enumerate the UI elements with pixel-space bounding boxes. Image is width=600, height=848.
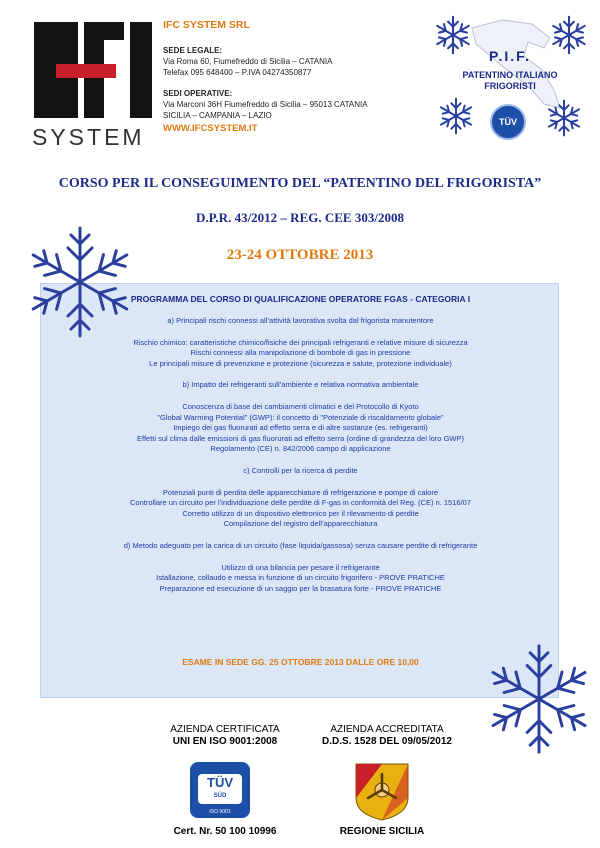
section-d-item: Istallazione, collaudo e messa in funzione di un circuito frigorifero - PROVE PRATICHE	[156, 573, 445, 583]
small-snowflake-icon	[544, 98, 584, 138]
section-b-item: Effetti sul clima dalle emissioni di gas fluorurati ad effetto serra (ordine di grandezza del loro GWP)	[137, 433, 464, 443]
tuv-iso: ISO 9001	[209, 809, 231, 815]
course-title: CORSO PER IL CONSEGUIMENTO DEL “PATENTINO DEL FRIGORISTA”	[58, 176, 542, 191]
legal-label: SEDE LEGALE:	[163, 46, 223, 55]
small-snowflake-icon	[436, 96, 476, 136]
logo-wordmark: SYSTEM	[32, 124, 145, 150]
operational-address	[163, 88, 428, 121]
ops-line-1: Via Marconi 36H Fiumefreddo di Sicilia – 95013 CATANIA	[163, 100, 368, 109]
logo-letter-f-bar	[104, 22, 124, 40]
ifc-logo	[32, 20, 152, 148]
section-d-item: Preparazione ed esecuzione di un saggio per la brasatura forte - PROVE PRATICHE	[159, 583, 442, 593]
program-heading: PROGRAMMA DEL CORSO DI QUALIFICAZIONE OPERATORE FGAS - CATEGORIA I	[130, 294, 471, 304]
company-info	[163, 20, 428, 134]
accredited-dds: D.D.S. 1528 DEL 09/05/2012	[322, 736, 452, 747]
ops-label: SEDI OPERATIVE:	[163, 89, 233, 98]
section-c-item: Controllare un circuito per l’individuazione delle perdite di F-gas in conformità del Reg. (CE) n. 1516/07	[129, 498, 471, 508]
section-a-title: a) Principali rischi connessi all’attività lavorativa svolta dal frigorista manutentore	[167, 316, 434, 325]
section-d-title: d) Metodo adeguato per la carica di un circuito (fase liquida/gassosa) senza causare perdite di refrigerante	[123, 540, 478, 550]
section-a-item: Le principali misure di prevenzione e protezione (sicurezza e salute, protezione individuale)	[149, 358, 452, 368]
accredited-block	[312, 724, 462, 748]
pif-line-1: PATENTINO ITALIANO	[462, 70, 558, 80]
section-c-item: Corretto utilizzo di un dispositivo elettronico per il rilevamento di perdite	[182, 508, 419, 518]
pif-subtitle	[432, 70, 588, 92]
tuv-text: TÜV	[207, 775, 233, 790]
tuv-badge-text	[198, 774, 242, 804]
sicily-region-shield-icon	[352, 760, 412, 822]
section-b-item: Impiego dei gas fluorurati ad effetto serra e di altre sostanze (es. refrigeranti)	[173, 423, 428, 433]
snowflake-icon	[480, 640, 598, 758]
section-b-item: Regolamento (CE) n. 842/2006 campo di applicazione	[210, 444, 391, 454]
logo-letter-c	[130, 22, 152, 118]
tuv-seal-icon: TÜV	[490, 104, 526, 140]
certified-norm: UNI EN ISO 9001:2008	[172, 736, 278, 747]
section-b-item: Conoscenza di base dei cambiamenti climatici e del Protocollo di Kyoto	[182, 401, 419, 411]
small-snowflake-icon	[548, 14, 590, 56]
program-body	[41, 316, 560, 594]
section-b-title: b) Impatto dei refrigeranti sull’ambiente e relativa normativa ambientale	[182, 380, 419, 390]
logo-red-bar	[56, 64, 116, 78]
company-name: IFC SYSTEM SRL	[163, 19, 250, 31]
certified-block	[160, 724, 290, 748]
cert-number: Cert. Nr. 50 100 10996	[173, 826, 277, 837]
region-label: REGIONE SICILIA	[339, 826, 425, 837]
pif-acronym: P.I.F.	[488, 48, 532, 64]
section-a-item: Rischi connessi alla manipolazione di bombole di gas in pressione	[190, 348, 411, 358]
section-b-item: "Global Warming Potential" (GWP): il concetto di "Potenziale di riscaldamento globale"	[157, 412, 444, 422]
legal-line-2: Telefax 095 648400 – P.IVA 04274350877	[163, 68, 312, 77]
section-c-title: c) Controlli per la ricerca di perdite	[243, 465, 358, 475]
ops-line-2: SICILIA – CAMPANIA – LAZIO	[163, 111, 272, 120]
course-dates: 23-24 OTTOBRE 2013	[226, 247, 374, 263]
section-a-item: Rischio chimico: caratteristiche chimico/fisiche dei principali refrigeranti e relative misure di sicurezza	[133, 337, 468, 347]
accredited-label: AZIENDA ACCREDITATA	[330, 724, 444, 735]
legal-address	[163, 45, 428, 78]
snowflake-icon	[20, 222, 140, 342]
program-box	[40, 283, 559, 698]
legal-line-1: Via Roma 60, Fiumefreddo di Sicilia – CATANIA	[163, 57, 333, 66]
pif-line-2: FRIGORISTI	[484, 81, 536, 91]
section-c-item: Potenziali punti di perdita delle apparecchiature di refrigerazione e pompe di calore	[162, 487, 439, 497]
exam-date: ESAME IN SEDE GG. 25 OTTOBRE 2013 DALLE ORE 10,00	[182, 657, 419, 667]
website-link[interactable]: WWW.IFCSYSTEM.IT	[163, 123, 258, 134]
small-snowflake-icon	[432, 14, 474, 56]
section-c-item: Compilazione del registro dell’apparecchiatura	[223, 519, 378, 529]
tuv-sud-badge-icon	[190, 762, 250, 818]
section-d-item: Utilizzo di una bilancia per pesare il refrigerante	[221, 562, 380, 572]
certified-label: AZIENDA CERTIFICATA	[170, 724, 280, 735]
course-law: D.P.R. 43/2012 – REG. CEE 303/2008	[196, 210, 404, 225]
tuv-sub: SÜD	[213, 793, 227, 799]
